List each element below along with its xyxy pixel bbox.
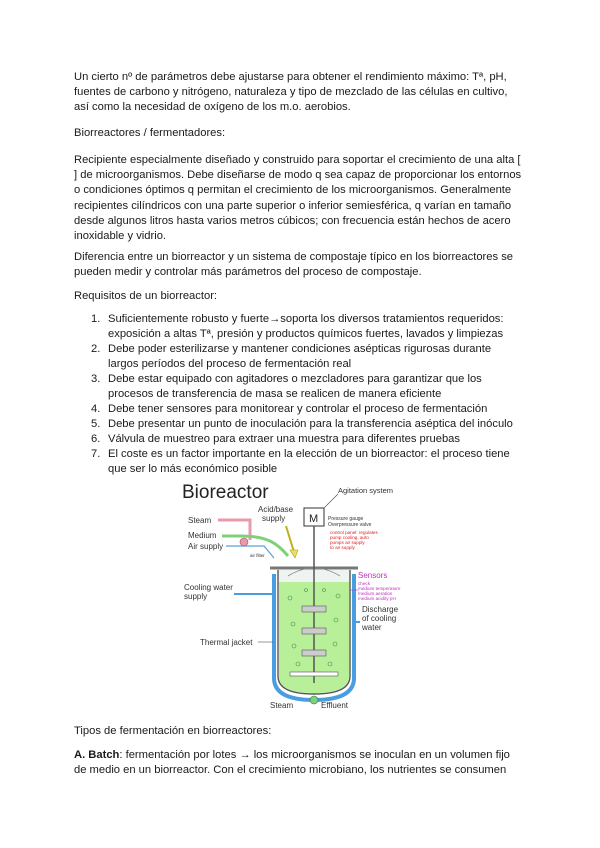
section-heading: Biorreactores / fermentadores: [74, 127, 226, 139]
list-item: Válvula de muestreo para extraer una muestra para diferentes pruebas [108, 433, 460, 445]
intro-paragraph: Un cierto nº de parámetros debe ajustarse para obtener el rendimiento máximo: Tª, pH, fuentes de carbono y nitrógeno, naturaleza y tipo de mezclado de las células en cultivo, así como la necesidad de oxígeno de los m.o. aerobios. [74, 71, 508, 114]
air-filter-label: air filter [250, 553, 265, 558]
steam-label: Steam [188, 516, 212, 525]
list-item: Debe estar equipado con agitadores o mezcladores para garantizar que los procesos de transferencia de masa se realicen de manera eficiente [108, 373, 482, 400]
air-supply-label: Air supply [188, 542, 224, 551]
batch-label: A. Batch [74, 749, 120, 761]
agitation-leader [324, 494, 338, 508]
sensors-label: Sensors [358, 571, 388, 580]
pressure-gauge-label: Pressure gauge [328, 516, 364, 522]
list-item: Debe tener sensores para monitorear y controlar el proceso de fermentación [108, 403, 488, 415]
sparger [290, 672, 338, 676]
acid-base-arrow [286, 526, 294, 552]
acid-base-label: Acid/base supply [258, 505, 294, 523]
difference-paragraph: Diferencia entre un biorreactor y un sistema de compostaje típico en los biorreactores se pueden medir y controlar más parámetros del proceso de compostaje. [74, 251, 514, 279]
impeller-mid [302, 628, 326, 634]
batch-paragraph [74, 748, 524, 778]
cooling-supply-label: Cooling water supply [184, 583, 233, 601]
list-item: Debe poder esterilizarse y mantener condiciones asépticas rigurosas durante largos períodos del proceso de fermentación real [108, 343, 492, 370]
list-item: El coste es un factor importante en la elección de un biorreactor: el proceso tiene que ser lo más económico posible [108, 448, 510, 475]
discharge-label: Discharge of cooling water [362, 605, 399, 632]
control-panel-label: control panel: regulates pump cooling, auto pumps air supply to air supply [330, 530, 378, 550]
steam-valve [240, 538, 248, 546]
impeller-top [302, 606, 326, 612]
bioreactor-diagram [178, 478, 424, 710]
effluent-label: Effluent [321, 701, 348, 710]
overpressure-label: Overpressure valve [328, 522, 372, 528]
acid-arrowhead [290, 550, 298, 558]
agitation-label: Agitation system [338, 486, 394, 495]
requirements-heading: Requisitos de un biorreactor: [74, 290, 218, 302]
sensor-list: check medium temperature medium aeration medium acidity pH [358, 581, 401, 601]
fermentation-heading: Tipos de fermentación en biorreactores: [74, 725, 272, 737]
motor-label: M [309, 513, 319, 525]
outlet-valve [310, 696, 318, 704]
steam-bottom-label: Steam [270, 701, 294, 710]
batch-text: : fermentación por lotes → los microorganismos se inoculan en un volumen fijo de medio en un biorreactor. Con el crecimiento microbiano, los nutrientes se consumen [74, 749, 510, 777]
impeller-bottom [302, 650, 326, 656]
medium-label: Medium [188, 531, 217, 540]
list-item: Debe presentar un punto de inoculación para la transferencia aséptica del inóculo [108, 418, 513, 430]
diagram-title: Bioreactor [182, 482, 269, 503]
thermal-jacket-label: Thermal jacket [200, 638, 253, 647]
list-item: Suficientemente robusto y fuerte→soporta los diversos tratamientos requeridos: exposición a altas Tª, presión y productos químicos fuertes, lavados y limpiezas [108, 313, 504, 340]
requirements-list [74, 312, 524, 477]
definition-paragraph: Recipiente especialmente diseñado y construido para soportar el crecimiento de una alta [ ] de microorganismos. Debe diseñarse de modo q sea capaz de proporcionar los entornos o condiciones óptimos q permitan el crecimiento de los microorganismos. Generalmente recipientes cilíndricos con una parte superior o inferior semiesférica, q varían en tamaño desde algunos litros hasta varios metros cúbicos; con frecuencia están hechos de acero inoxidable y vidrio. [74, 154, 522, 243]
